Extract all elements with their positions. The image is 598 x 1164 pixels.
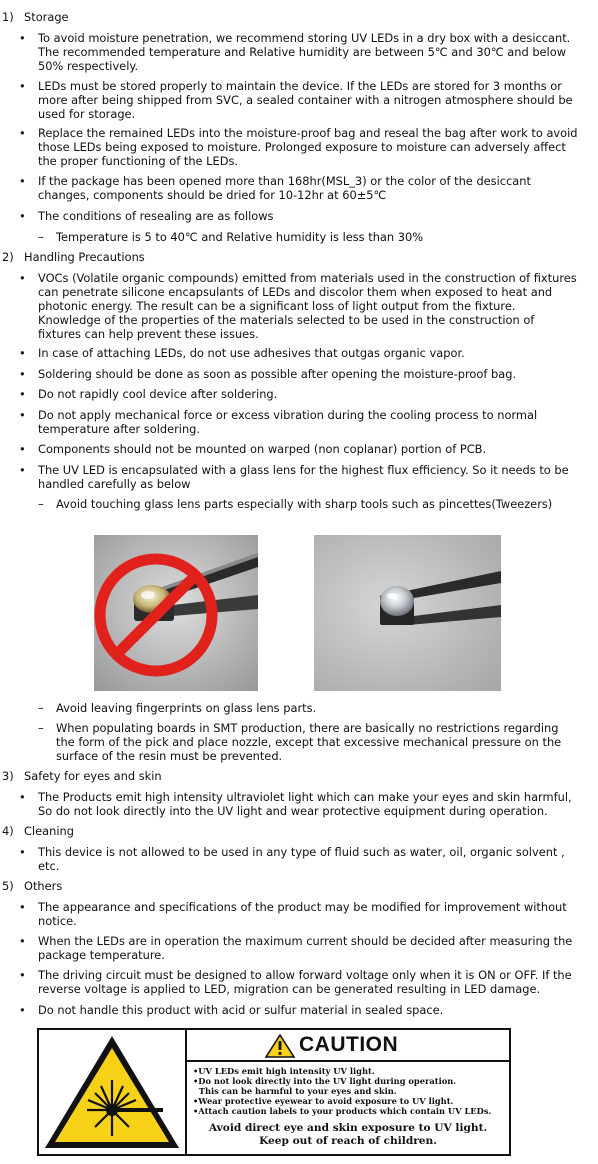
text-line: The UV LED is encapsulated with a glass lens for the highest flux efficiency. So it needs to be bbox=[38, 463, 569, 477]
text-line: Temperature is 5 to 40℃ and Relative humidity is less than 30% bbox=[56, 230, 424, 244]
text-line: used for storage. bbox=[38, 107, 136, 121]
bullet-icon: • bbox=[19, 408, 26, 422]
bullet-icon: • bbox=[19, 174, 26, 188]
text-line: reverse voltage is applied to LED, migration can be generated resulting in LED damage. bbox=[38, 982, 541, 996]
list-item bbox=[38, 209, 590, 223]
caution-title: CAUTION bbox=[299, 1033, 399, 1056]
prohibited-handling-photo bbox=[94, 535, 258, 691]
dash-icon: – bbox=[38, 721, 44, 735]
bullet-icon: • bbox=[19, 271, 26, 285]
caution-header bbox=[187, 1030, 509, 1062]
text-line: the proper functioning of the LEDs. bbox=[38, 154, 239, 168]
sub-list-item bbox=[56, 721, 590, 763]
sub-list-item bbox=[56, 701, 590, 715]
bullet-icon: • bbox=[19, 31, 26, 45]
bullet-icon: • bbox=[19, 463, 26, 477]
text-line: package temperature. bbox=[38, 948, 165, 962]
text-line: The recommended temperature and Relative humidity are between 5℃ and 30℃ and below bbox=[38, 45, 567, 59]
section-number: 2) bbox=[2, 250, 14, 264]
text-line: surface of the resin must be prevented. bbox=[56, 749, 283, 763]
bullet-icon: • bbox=[19, 900, 26, 914]
text-line: changes, components should be dried for 10-12hr at 60±5℃ bbox=[38, 188, 387, 202]
list-item bbox=[38, 79, 590, 121]
caution-line: •Attach caution labels to your products which contain UV LEDs. bbox=[193, 1106, 492, 1116]
dash-icon: – bbox=[38, 230, 44, 244]
caution-label bbox=[37, 1028, 511, 1156]
list-item bbox=[38, 900, 590, 928]
text-line: Knowledge of the properties of the materials selected to be used in the construction of bbox=[38, 313, 535, 327]
section-title: Safety for eyes and skin bbox=[24, 769, 162, 783]
text-line: temperature after soldering. bbox=[38, 422, 201, 436]
text-line: To avoid moisture penetration, we recommend storing UV LEDs in a dry box with a desiccant. bbox=[38, 31, 571, 45]
lens-handling-photos bbox=[0, 535, 598, 691]
section-heading-others bbox=[2, 879, 62, 893]
laser-warning-sign bbox=[39, 1030, 187, 1154]
text-line: If the package has been opened more than 168hr(MSL_3) or the color of the desiccant bbox=[38, 174, 531, 188]
text-line: those LEDs being exposed to moisture. Prolonged exposure to moisture can adversely affect bbox=[38, 140, 566, 154]
text-line: handled carefully as below bbox=[38, 477, 191, 491]
text-line: Do not rapidly cool device after soldering. bbox=[38, 387, 278, 401]
warning-triangle-icon bbox=[265, 1034, 295, 1058]
sub-list-item bbox=[56, 230, 590, 244]
list-item bbox=[38, 126, 590, 168]
text-line: Avoid leaving fingerprints on glass lens parts. bbox=[56, 701, 317, 715]
bullet-icon: • bbox=[19, 126, 26, 140]
text-line: Components should not be mounted on warped (non coplanar) portion of PCB. bbox=[38, 442, 487, 456]
text-line: So do not look directly into the UV light and wear protective equipment during operation. bbox=[38, 804, 548, 818]
caution-line: •Wear protective eyewear to avoid exposure to UV light. bbox=[193, 1096, 454, 1106]
section-title: Storage bbox=[24, 10, 69, 24]
text-line: Do not handle this product with acid or sulfur material in sealed space. bbox=[38, 1003, 444, 1017]
list-item bbox=[38, 968, 590, 996]
section-number: 5) bbox=[2, 879, 14, 893]
text-line: The Products emit high intensity ultraviolet light which can make your eyes and skin harmful, bbox=[38, 790, 572, 804]
caution-footer: Keep out of reach of children. bbox=[259, 1135, 437, 1147]
bullet-icon: • bbox=[19, 79, 26, 93]
caution-line: •UV LEDs emit high intensity UV light. bbox=[193, 1066, 375, 1076]
text-line: LEDs must be stored properly to maintain the device. If the LEDs are stored for 3 months or bbox=[38, 79, 562, 93]
list-item bbox=[38, 31, 590, 73]
list-item bbox=[38, 442, 590, 456]
text-line: This device is not allowed to be used in any type of fluid such as water, oil, organic solvent , bbox=[38, 845, 565, 859]
sub-list-item bbox=[56, 497, 590, 511]
list-item bbox=[38, 271, 590, 341]
text-line: Avoid touching glass lens parts especially with sharp tools such as pincettes(Tweezers) bbox=[56, 497, 553, 511]
text-line: When populating boards in SMT production, there are basically no restrictions regarding bbox=[56, 721, 559, 735]
section-heading-handling bbox=[2, 250, 145, 264]
text-line: notice. bbox=[38, 914, 77, 928]
caution-footer: Avoid direct eye and skin exposure to UV light. bbox=[208, 1122, 488, 1134]
section-number: 3) bbox=[2, 769, 14, 783]
laser-hazard-icon bbox=[39, 1030, 185, 1154]
bullet-icon: • bbox=[19, 934, 26, 948]
caution-line: This can be harmful to your eyes and skin. bbox=[193, 1086, 397, 1096]
list-item bbox=[38, 346, 590, 360]
text-line: The appearance and specifications of the product may be modified for improvement without bbox=[38, 900, 567, 914]
bullet-icon: • bbox=[19, 367, 26, 381]
list-item bbox=[38, 408, 590, 436]
text-line: the form of the pick and place nozzle, except that excessive mechanical pressure on the bbox=[56, 735, 562, 749]
bullet-icon: • bbox=[19, 442, 26, 456]
section-heading-cleaning bbox=[2, 824, 74, 838]
dash-icon: – bbox=[38, 497, 44, 511]
text-line: When the LEDs are in operation the maximum current should be decided after measuring the bbox=[38, 934, 573, 948]
list-item bbox=[38, 934, 590, 962]
text-line: The conditions of resealing are as follows bbox=[38, 209, 274, 223]
list-item bbox=[38, 174, 590, 202]
caution-text-panel bbox=[187, 1030, 509, 1154]
bullet-icon: • bbox=[19, 968, 26, 982]
list-item bbox=[38, 387, 590, 401]
list-item bbox=[38, 367, 590, 381]
bullet-icon: • bbox=[19, 387, 26, 401]
list-item bbox=[38, 463, 590, 491]
section-title: Cleaning bbox=[24, 824, 74, 838]
bullet-icon: • bbox=[19, 1003, 26, 1017]
text-line: Do not apply mechanical force or excess vibration during the cooling process to normal bbox=[38, 408, 538, 422]
text-line: etc. bbox=[38, 859, 60, 873]
prohibited-photo-image bbox=[94, 535, 258, 691]
section-heading-safety bbox=[2, 769, 162, 783]
section-number: 1) bbox=[2, 10, 14, 24]
text-line: 50% respectively. bbox=[38, 59, 139, 73]
text-line: In case of attaching LEDs, do not use adhesives that outgas organic vapor. bbox=[38, 346, 465, 360]
bullet-icon: • bbox=[19, 209, 26, 223]
list-item bbox=[38, 1003, 590, 1017]
text-line: The driving circuit must be designed to allow forward voltage only when it is ON or OFF. If the bbox=[38, 968, 572, 982]
text-line: Soldering should be done as soon as possible after opening the moisture-proof bag. bbox=[38, 367, 517, 381]
text-line: fixtures can help prevent these issues. bbox=[38, 327, 259, 341]
list-item bbox=[38, 790, 590, 818]
bullet-icon: • bbox=[19, 845, 26, 859]
section-title: Others bbox=[24, 879, 63, 893]
section-title: Handling Precautions bbox=[24, 250, 145, 264]
text-line: photonic energy. The result can be a significant loss of light output from the fixture. bbox=[38, 299, 516, 313]
bullet-icon: • bbox=[19, 346, 26, 360]
correct-handling-photo bbox=[314, 535, 501, 691]
section-heading-storage bbox=[2, 10, 69, 24]
caution-line: •Do not look directly into the UV light during operation. bbox=[193, 1076, 457, 1086]
text-line: Replace the remained LEDs into the moisture-proof bag and reseal the bag after work to avoid bbox=[38, 126, 578, 140]
text-line: VOCs (Volatile organic compounds) emitted from materials used in the construction of fixtures bbox=[38, 271, 577, 285]
dash-icon: – bbox=[38, 701, 44, 715]
list-item bbox=[38, 845, 590, 873]
correct-photo-image bbox=[314, 535, 501, 691]
text-line: more after being shipped from SVC, a sealed container with a nitrogen atmosphere should be bbox=[38, 93, 573, 107]
text-line: can penetrate silicone encapsulants of LEDs and discolor them when exposed to heat and bbox=[38, 285, 553, 299]
bullet-icon: • bbox=[19, 790, 26, 804]
section-number: 4) bbox=[2, 824, 14, 838]
